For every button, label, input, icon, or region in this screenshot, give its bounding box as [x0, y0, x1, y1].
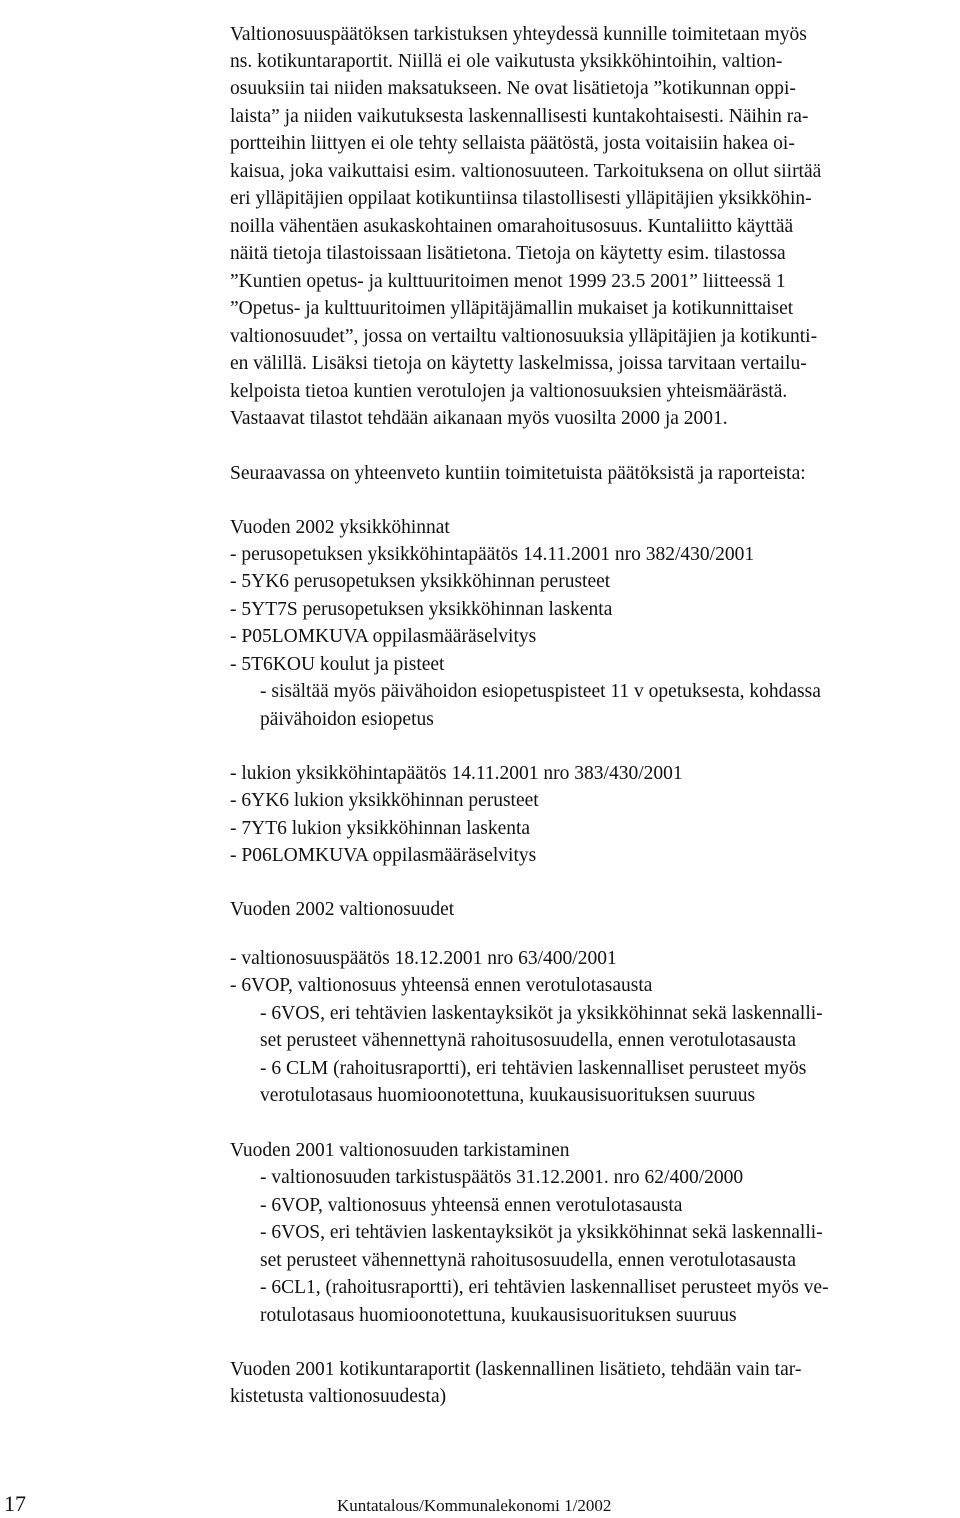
sub-list-item: - sisältää myös päivähoidon esiopetuspisteet 11 v opetuksesta, kohdassa	[260, 681, 821, 702]
paragraph-line: osuuksiin tai niiden maksatukseen. Ne ovat lisätietoja ”kotikunnan oppi-	[230, 78, 796, 99]
sub-list-item: verotulotasaus huomioonotettuna, kuukausisuorituksen suuruus	[260, 1085, 756, 1106]
list-item: - 6VOP, valtionosuus yhteensä ennen verotulotasausta	[230, 975, 653, 996]
paragraph-line: eri ylläpitäjien oppilaat kotikuntiinsa tilastollisesti ylläpitäjien yksikköhin-	[230, 188, 812, 209]
list-item: - valtionosuuspäätös 18.12.2001 nro 63/400/2001	[230, 948, 617, 969]
summary-intro: Seuraavassa on yhteenveto kuntiin toimitetuista päätöksistä ja raporteista:	[230, 463, 806, 484]
list-item: - lukion yksikköhintapäätös 14.11.2001 nro 383/430/2001	[230, 763, 683, 784]
paragraph-line: en välillä. Lisäksi tietoja on käytetty laskelmissa, joissa tarvitaan vertailu-	[230, 353, 807, 374]
sub-list-item: - 6VOS, eri tehtävien laskentayksiköt ja yksikköhinnat sekä laskennalli-	[260, 1222, 823, 1243]
paragraph-line: kaisua, joka vaikuttaisi esim. valtionosuuteen. Tarkoituksena on ollut siirtää	[230, 161, 822, 182]
paragraph-line: ”Kuntien opetus- ja kulttuuritoimen menot 1999 23.5 2001” liitteessä 1	[230, 271, 786, 292]
list-item: - P06LOMKUVA oppilasmääräselvitys	[230, 845, 537, 866]
list-item: - 5T6KOU koulut ja pisteet	[230, 654, 445, 675]
paragraph-line: noilla vähentäen asukaskohtainen omarahoitusosuus. Kuntaliitto käyttää	[230, 216, 794, 237]
sub-list-item: - 6VOS, eri tehtävien laskentayksiköt ja yksikköhinnat sekä laskennalli-	[260, 1003, 823, 1024]
paragraph-line: kelpoista tietoa kuntien verotulojen ja valtionosuuksien yhteismäärästä.	[230, 381, 788, 402]
list-item: - perusopetuksen yksikköhintapäätös 14.11.2001 nro 382/430/2001	[230, 544, 755, 565]
section-heading-unit-prices: Vuoden 2002 yksikköhinnat	[230, 517, 450, 538]
paragraph-line: Valtionosuuspäätöksen tarkistuksen yhteydessä kunnille toimitetaan myös	[230, 24, 807, 45]
sub-list-item: päivähoidon esiopetus	[260, 709, 434, 730]
paragraph-line: Vastaavat tilastot tehdään aikanaan myös vuosilta 2000 ja 2001.	[230, 408, 728, 429]
paragraph-line: valtionosuudet”, jossa on vertailtu valtionosuuksia ylläpitäjien ja kotikunti-	[230, 326, 818, 347]
list-item: - 5YT7S perusopetuksen yksikköhinnan laskenta	[230, 599, 613, 620]
section-heading-subsidy-check: Vuoden 2001 valtionosuuden tarkistaminen	[230, 1140, 570, 1161]
list-item: - 7YT6 lukion yksikköhinnan laskenta	[230, 818, 531, 839]
sub-list-item: - 6CL1, (rahoitusraportti), eri tehtävien laskennalliset perusteet myös ve-	[260, 1277, 829, 1298]
list-item: - P05LOMKUVA oppilasmääräselvitys	[230, 626, 537, 647]
sub-list-item: - 6 CLM (rahoitusraportti), eri tehtävien laskennalliset perusteet myös	[260, 1058, 807, 1079]
sub-list-item: rotulotasaus huomioonotettuna, kuukausisuorituksen suuruus	[260, 1305, 737, 1326]
paragraph-line: ”Opetus- ja kulttuuritoimen ylläpitäjämallin mukaiset ja kotikunnittaiset	[230, 298, 794, 319]
paragraph-line: näitä tietoja tilastoissaan lisätietona. Tietoja on käytetty esim. tilastossa	[230, 243, 786, 264]
list-item: - 6YK6 lukion yksikköhinnan perusteet	[230, 790, 539, 811]
sub-list-item: set perusteet vähennettynä rahoitusosuudella, ennen verotulotasausta	[260, 1250, 797, 1271]
sub-list-item: - valtionosuuden tarkistuspäätös 31.12.2001. nro 62/400/2000	[260, 1167, 744, 1188]
paragraph-line: laista” ja niiden vaikutuksesta laskennallisesti kuntakohtaisesti. Näihin ra-	[230, 106, 809, 127]
section-heading-home-reports-cont: kistetusta valtionosuudesta)	[230, 1386, 447, 1407]
paragraph-line: portteihin liittyen ei ole tehty sellaista päätöstä, josta voitaisiin hakea oi-	[230, 133, 795, 154]
sub-list-item: set perusteet vähennettynä rahoitusosuudella, ennen verotulotasausta	[260, 1030, 797, 1051]
list-item: - 5YK6 perusopetuksen yksikköhinnan perusteet	[230, 571, 611, 592]
section-heading-state-subsidies: Vuoden 2002 valtionosuudet	[230, 899, 455, 920]
paragraph-line: ns. kotikuntaraportit. Niillä ei ole vaikutusta yksikköhintoihin, valtion-	[230, 51, 783, 72]
section-heading-home-reports: Vuoden 2001 kotikuntaraportit (laskennallinen lisätieto, tehdään vain tar-	[230, 1359, 802, 1380]
page-number: 17	[4, 1491, 26, 1516]
footer-publication: Kuntatalous/Kommunalekonomi 1/2002	[337, 1496, 612, 1515]
sub-list-item: - 6VOP, valtionosuus yhteensä ennen verotulotasausta	[260, 1195, 683, 1216]
